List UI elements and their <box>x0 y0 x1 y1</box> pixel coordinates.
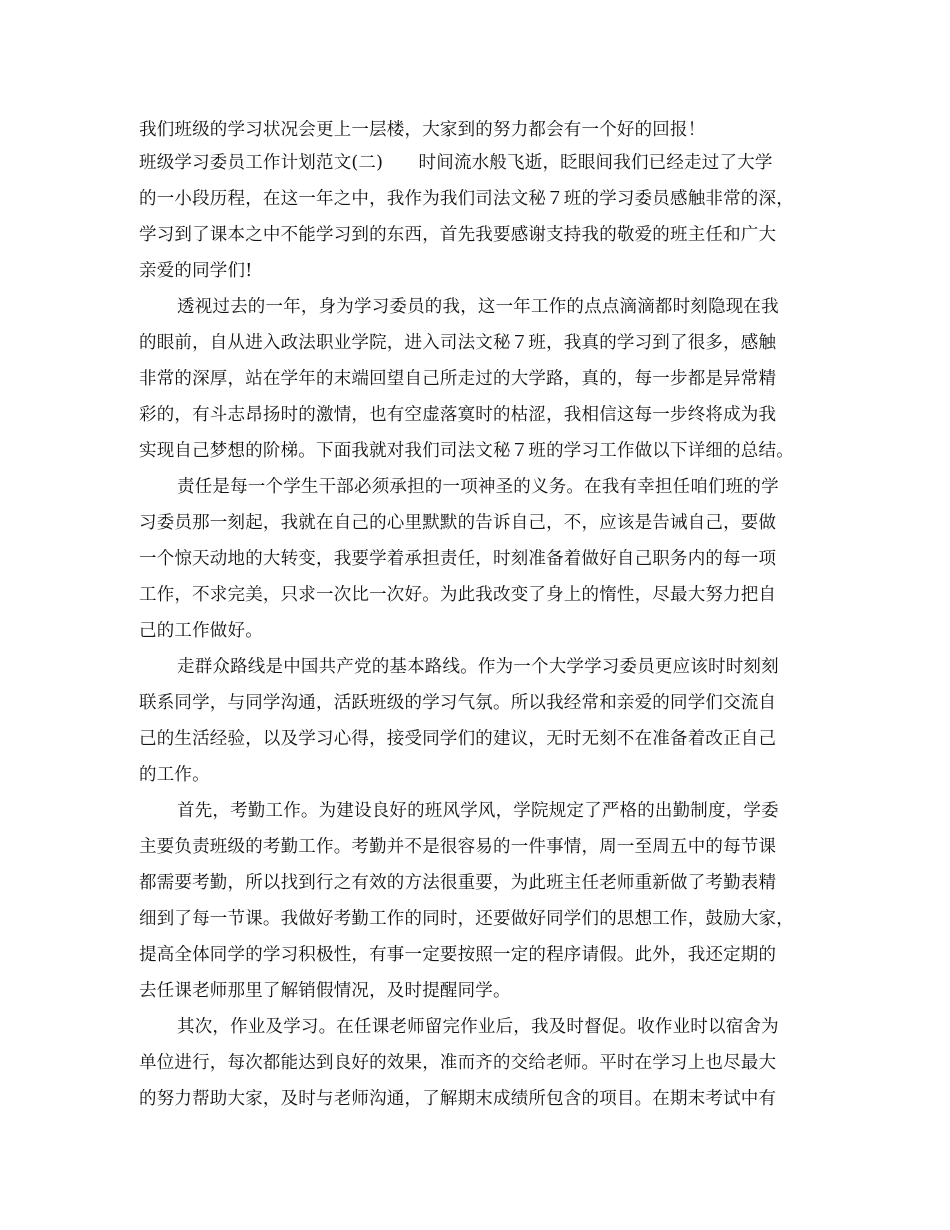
text-line: 非常的深厚，站在学年的末端回望自己所走过的大学路，真的，每一步都是异常精 <box>139 369 777 389</box>
text-line: 学习到了课本之中不能学习到的东西，首先我要感谢支持我的敬爱的班主任和广大 <box>139 225 777 245</box>
text-line: 己的工作做好。 <box>139 621 263 641</box>
text-line: 去任课老师那里了解销假情况，及时提醒同学。 <box>139 981 511 1001</box>
text-line: 的一小段历程，在这一年之中，我作为我们司法文秘７班的学习委员感触非常的深， <box>139 189 794 209</box>
text-line: 工作，不求完美，只求一次比一次好。为此我改变了身上的惰性，尽最大努力把自 <box>139 585 777 605</box>
text-line: 习委员那一刻起，我就在自己的心里默默的告诉自己，不，应该是告诫自己，要做 <box>139 513 777 533</box>
paragraph-first-line: 首先，考勤工作。为建设良好的班风学风，学院规定了严格的出勤制度，学委 <box>177 801 779 821</box>
text-line: 彩的，有斗志昂扬时的激情，也有空虚落寞时的枯涩，我相信这每一步终将成为我 <box>139 405 777 425</box>
text-line: 亲爱的同学们! <box>139 261 253 281</box>
text-line: 的眼前，自从进入政法职业学院，进入司法文秘７班，我真的学习到了很多，感触 <box>139 333 777 353</box>
text-line: 细到了每一节课。我做好考勤工作的同时，还要做好同学们的思想工作，鼓励大家， <box>139 909 794 929</box>
paragraph-first-line: 责任是每一个学生干部必须承担的一项神圣的义务。在我有幸担任咱们班的学 <box>177 477 779 497</box>
text-line: 联系同学，与同学沟通，活跃班级的学习气氛。所以我经常和亲爱的同学们交流自 <box>139 693 777 713</box>
text-line: 己的生活经验，以及学习心得，接受同学们的建议，无时无刻不在准备着改正自己 <box>139 729 777 749</box>
text-line: 实现自己梦想的阶梯。下面我就对我们司法文秘７班的学习工作做以下详细的总结。 <box>139 441 794 461</box>
paragraph-first-line: 走群众路线是中国共产党的基本路线。作为一个大学学习委员更应该时时刻刻 <box>177 657 779 677</box>
text-line: 单位进行，每次都能达到良好的效果，准而齐的交给老师。平时在学习上也尽最大 <box>139 1053 777 1073</box>
text-line: 我们班级的学习状况会更上一层楼，大家到的努力都会有一个好的回报！ <box>139 120 706 140</box>
paragraph-first-line: 其次，作业及学习。在任课老师留完作业后，我及时督促。收作业时以宿舍为 <box>177 1017 779 1037</box>
text-line: 的工作。 <box>139 765 210 785</box>
text-line: 主要负责班级的考勤工作。考勤并不是很容易的一件事情，周一至周五中的每节课 <box>139 837 777 857</box>
text-line: 的努力帮助大家，及时与老师沟通，了解期末成绩所包含的项目。在期末考试中有 <box>139 1089 777 1109</box>
text-line: 都需要考勤，所以找到行之有效的方法很重要，为此班主任老师重新做了考勤表精 <box>139 873 777 893</box>
text-line: 班级学习委员工作计划范文(二) 时间流水般飞逝，眨眼间我们已经走过了大学 <box>139 153 773 173</box>
paragraph-first-line: 透视过去的一年，身为学习委员的我，这一年工作的点点滴滴都时刻隐现在我 <box>177 297 779 317</box>
text-line: 一个惊天动地的大转变，我要学着承担责任，时刻准备着做好自己职务内的每一项 <box>139 549 777 569</box>
text-line: 提高全体同学的学习积极性，有事一定要按照一定的程序请假。此外，我还定期的 <box>139 945 777 965</box>
